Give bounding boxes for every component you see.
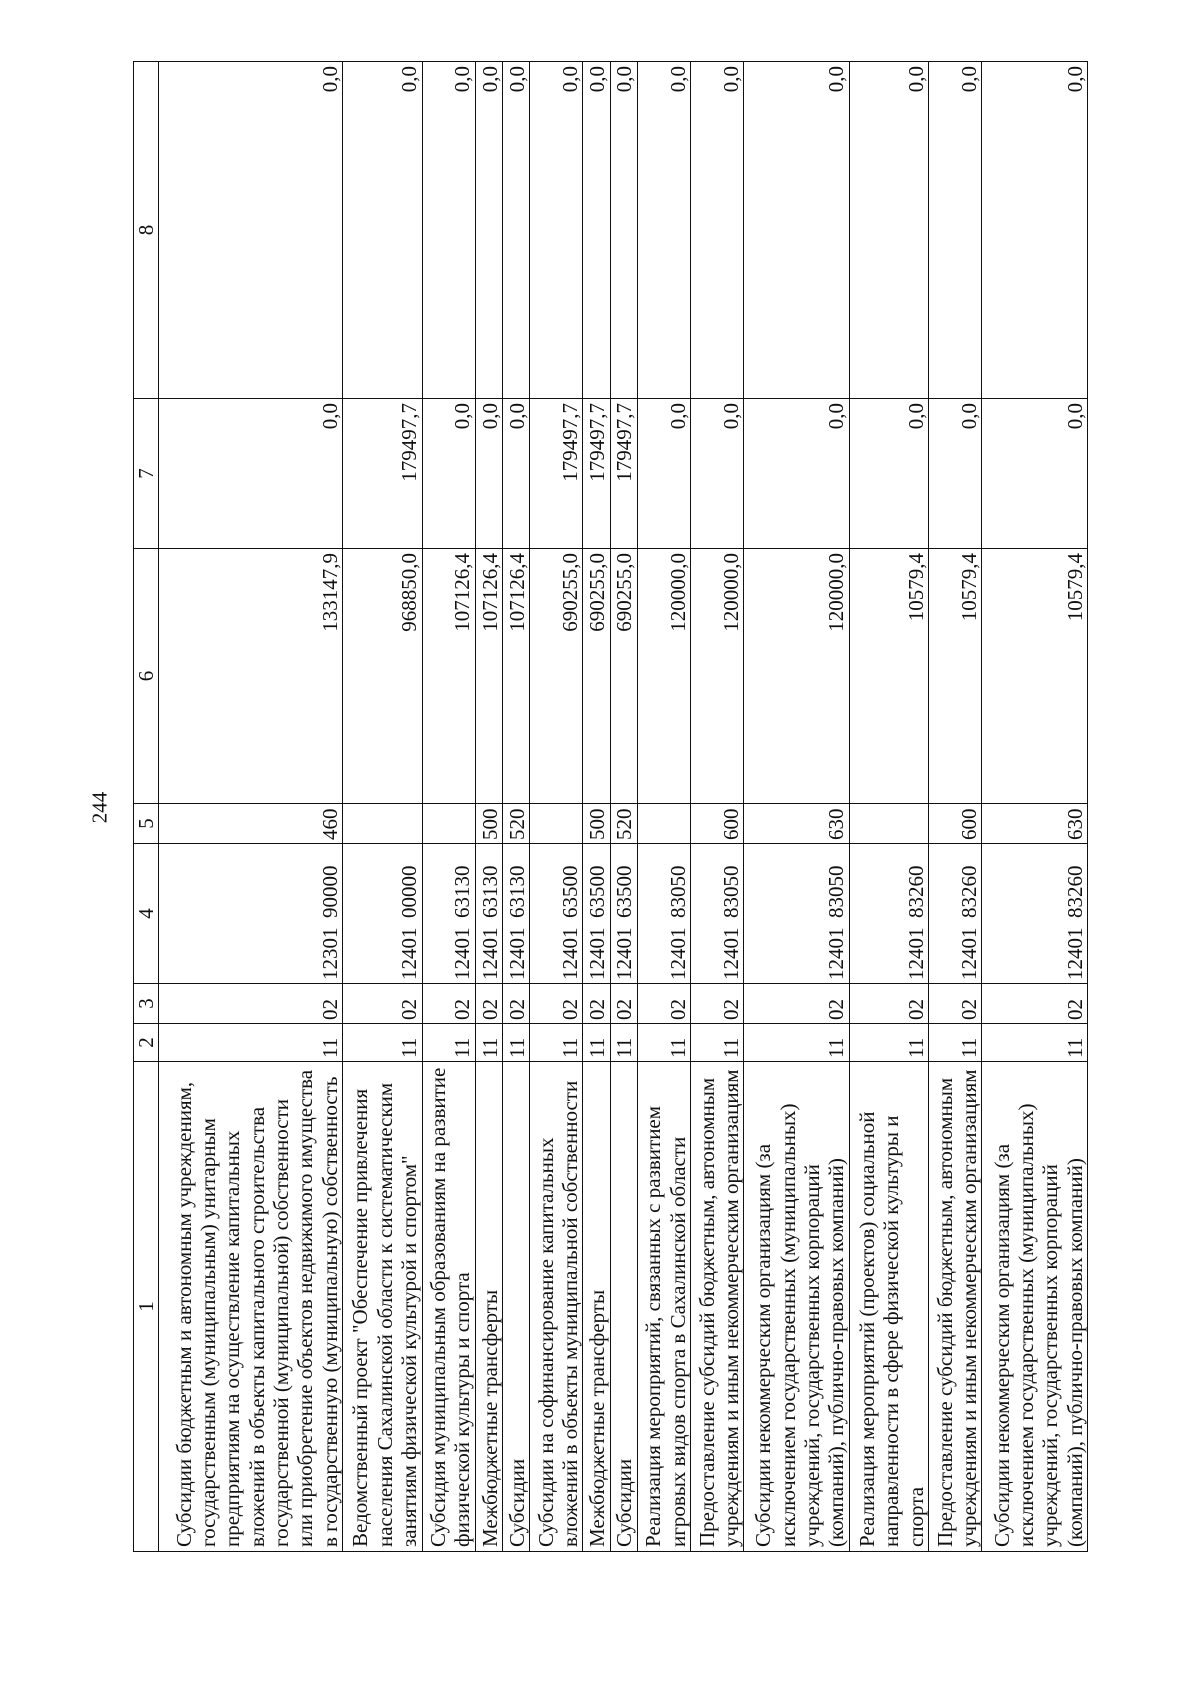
target-article-part-a: 12401 <box>558 927 583 980</box>
table-row <box>637 62 690 1552</box>
row-name: Субсидии некоммерческим организациям (за исключением государственных (муниципальных) учреждений, государственных корпораций (компаний), публично-правовых компаний) <box>744 1062 849 1552</box>
amount-col-8: 0,0 <box>929 62 982 399</box>
amount-col-6: 10579,4 <box>982 549 1088 804</box>
target-article-part-b: 63130 <box>450 865 475 918</box>
amount-col-8: 0,0 <box>849 62 928 399</box>
amount-col-8: 0,0 <box>422 62 475 399</box>
row-name: Субсидии <box>610 1062 637 1552</box>
target-article-part-a: 12401 <box>1062 927 1087 980</box>
target-article-part-a: 12301 <box>317 927 342 980</box>
subsection-code: 02 <box>744 984 849 1024</box>
amount-col-7: 0,0 <box>637 399 690 549</box>
amount-col-8: 0,0 <box>159 62 343 399</box>
amount-col-6: 107126,4 <box>502 549 529 804</box>
expense-type-code <box>422 804 475 844</box>
target-article-code <box>422 844 475 984</box>
amount-col-8: 0,0 <box>530 62 583 399</box>
subsection-code: 02 <box>502 984 529 1024</box>
col-header-7: 7 <box>134 399 159 549</box>
target-article-part-b: 83050 <box>718 865 743 918</box>
amount-col-6: 10579,4 <box>849 549 928 804</box>
section-code: 11 <box>475 1024 502 1062</box>
amount-col-6: 133147,9 <box>159 549 343 804</box>
target-article-code <box>929 844 982 984</box>
budget-table <box>133 61 1088 1552</box>
row-name: Межбюджетные трансферты <box>583 1062 610 1552</box>
expense-type-code: 630 <box>744 804 849 844</box>
table-body <box>159 62 1088 1552</box>
amount-col-7: 0,0 <box>691 399 744 549</box>
target-article-part-a: 12401 <box>477 927 502 980</box>
amount-col-6: 107126,4 <box>475 549 502 804</box>
target-article-code <box>982 844 1088 984</box>
target-article-part-b: 63500 <box>585 865 610 918</box>
target-article-code <box>475 844 502 984</box>
table-row <box>691 62 744 1552</box>
amount-col-8: 0,0 <box>982 62 1088 399</box>
amount-col-8: 0,0 <box>475 62 502 399</box>
row-name: Субсидии бюджетным и автономным учреждениям, государственным (муниципальным) унитарным предприятиям на осуществление капитальных вложений в объекты капитального строительства государственной (муниципальной) собственности или приобретение объектов недвижимого имущества в государственную (муниципальную) собственность <box>159 1062 343 1552</box>
col-header-2: 2 <box>134 1024 159 1062</box>
expense-type-code: 500 <box>475 804 502 844</box>
target-article-code <box>159 844 343 984</box>
subsection-code: 02 <box>475 984 502 1024</box>
target-article-part-a: 12401 <box>585 927 610 980</box>
target-article-part-a: 12401 <box>824 927 849 980</box>
amount-col-8: 0,0 <box>744 62 849 399</box>
section-code: 11 <box>691 1024 744 1062</box>
amount-col-8: 0,0 <box>583 62 610 399</box>
target-article-part-b: 83260 <box>903 865 928 918</box>
table-row <box>744 62 849 1552</box>
section-code: 11 <box>929 1024 982 1062</box>
amount-col-6: 690255,0 <box>610 549 637 804</box>
subsection-code: 02 <box>422 984 475 1024</box>
table-row <box>159 62 343 1552</box>
expense-type-code: 520 <box>502 804 529 844</box>
amount-col-7: 179497,7 <box>583 399 610 549</box>
expense-type-code: 630 <box>982 804 1088 844</box>
row-name: Реализация мероприятий (проектов) социальной направленности в сфере физической культуры и спорта <box>849 1062 928 1552</box>
amount-col-7: 179497,7 <box>530 399 583 549</box>
target-article-part-b: 63130 <box>477 865 502 918</box>
amount-col-7: 0,0 <box>744 399 849 549</box>
section-code: 11 <box>982 1024 1088 1062</box>
expense-type-code <box>530 804 583 844</box>
target-article-part-b: 83260 <box>1062 865 1087 918</box>
target-article-part-a: 12401 <box>450 927 475 980</box>
amount-col-6: 690255,0 <box>583 549 610 804</box>
subsection-code: 02 <box>530 984 583 1024</box>
section-code: 11 <box>744 1024 849 1062</box>
col-header-3: 3 <box>134 984 159 1024</box>
target-article-code <box>637 844 690 984</box>
amount-col-7: 0,0 <box>159 399 343 549</box>
target-article-code <box>502 844 529 984</box>
rotated-table-container <box>133 62 1088 1552</box>
row-name: Предоставление субсидий бюджетным, автономным учреждениям и иным некоммерческим организациям <box>929 1062 982 1552</box>
target-article-part-a: 12401 <box>397 927 422 980</box>
amount-col-8: 0,0 <box>691 62 744 399</box>
section-code: 11 <box>637 1024 690 1062</box>
amount-col-7: 0,0 <box>929 399 982 549</box>
amount-col-6: 120000,0 <box>637 549 690 804</box>
target-article-part-a: 12401 <box>665 927 690 980</box>
table-row <box>530 62 583 1552</box>
expense-type-code: 600 <box>929 804 982 844</box>
expense-type-code: 460 <box>159 804 343 844</box>
section-code: 11 <box>343 1024 422 1062</box>
section-code: 11 <box>159 1024 343 1062</box>
table-row <box>610 62 637 1552</box>
subsection-code: 02 <box>583 984 610 1024</box>
target-article-code <box>610 844 637 984</box>
expense-type-code <box>637 804 690 844</box>
col-header-1: 1 <box>134 1062 159 1552</box>
target-article-part-b: 00000 <box>397 865 422 918</box>
table-row <box>422 62 475 1552</box>
target-article-part-a: 12401 <box>612 927 637 980</box>
target-article-part-a: 12401 <box>718 927 743 980</box>
amount-col-6: 968850,0 <box>343 549 422 804</box>
amount-col-8: 0,0 <box>637 62 690 399</box>
section-code: 11 <box>530 1024 583 1062</box>
expense-type-code: 520 <box>610 804 637 844</box>
col-header-5: 5 <box>134 804 159 844</box>
subsection-code: 02 <box>637 984 690 1024</box>
expense-type-code: 500 <box>583 804 610 844</box>
section-code: 11 <box>422 1024 475 1062</box>
target-article-code <box>343 844 422 984</box>
target-article-code <box>744 844 849 984</box>
target-article-code <box>691 844 744 984</box>
row-name: Субсидии некоммерческим организациям (за исключением государственных (муниципальных) учреждений, государственных корпораций (компаний), публично-правовых компаний) <box>982 1062 1088 1552</box>
row-name: Межбюджетные трансферты <box>475 1062 502 1552</box>
target-article-part-b: 63500 <box>558 865 583 918</box>
amount-col-7: 179497,7 <box>343 399 422 549</box>
target-article-code <box>849 844 928 984</box>
target-article-part-a: 12401 <box>504 927 529 980</box>
col-header-8: 8 <box>134 62 159 399</box>
amount-col-8: 0,0 <box>343 62 422 399</box>
amount-col-7: 0,0 <box>982 399 1088 549</box>
amount-col-6: 10579,4 <box>929 549 982 804</box>
target-article-code <box>530 844 583 984</box>
target-article-part-a: 12401 <box>903 927 928 980</box>
row-name: Субсидии на софинансирование капитальных вложений в объекты муниципальной собственности <box>530 1062 583 1552</box>
subsection-code: 02 <box>610 984 637 1024</box>
target-article-code <box>583 844 610 984</box>
subsection-code: 02 <box>159 984 343 1024</box>
table-row <box>343 62 422 1552</box>
amount-col-8: 0,0 <box>502 62 529 399</box>
expense-type-code: 600 <box>691 804 744 844</box>
target-article-part-b: 63500 <box>612 865 637 918</box>
row-name: Реализация мероприятий, связанных с развитием игровых видов спорта в Сахалинской области <box>637 1062 690 1552</box>
table-row <box>583 62 610 1552</box>
subsection-code: 02 <box>929 984 982 1024</box>
col-header-4: 4 <box>134 844 159 984</box>
amount-col-6: 120000,0 <box>691 549 744 804</box>
target-article-part-b: 83050 <box>824 865 849 918</box>
subsection-code: 02 <box>343 984 422 1024</box>
target-article-part-a: 12401 <box>957 927 982 980</box>
amount-col-6: 690255,0 <box>530 549 583 804</box>
col-header-6: 6 <box>134 549 159 804</box>
header-row <box>134 62 159 1552</box>
table-row <box>502 62 529 1552</box>
table-row <box>849 62 928 1552</box>
amount-col-7: 0,0 <box>502 399 529 549</box>
table-row <box>929 62 982 1552</box>
expense-type-code <box>343 804 422 844</box>
amount-col-6: 120000,0 <box>744 549 849 804</box>
amount-col-7: 0,0 <box>422 399 475 549</box>
page-number: 244 <box>87 791 112 824</box>
subsection-code: 02 <box>691 984 744 1024</box>
subsection-code: 02 <box>849 984 928 1024</box>
subsection-code: 02 <box>982 984 1088 1024</box>
table-row <box>982 62 1088 1552</box>
section-code: 11 <box>583 1024 610 1062</box>
section-code: 11 <box>610 1024 637 1062</box>
expense-type-code <box>849 804 928 844</box>
amount-col-7: 0,0 <box>849 399 928 549</box>
section-code: 11 <box>502 1024 529 1062</box>
amount-col-6: 107126,4 <box>422 549 475 804</box>
amount-col-8: 0,0 <box>610 62 637 399</box>
amount-col-7: 179497,7 <box>610 399 637 549</box>
table-row <box>475 62 502 1552</box>
target-article-part-b: 90000 <box>317 865 342 918</box>
section-code: 11 <box>849 1024 928 1062</box>
row-name: Предоставление субсидий бюджетным, автономным учреждениям и иным некоммерческим организациям <box>691 1062 744 1552</box>
target-article-part-b: 63130 <box>504 865 529 918</box>
target-article-part-b: 83260 <box>957 865 982 918</box>
row-name: Субсидии <box>502 1062 529 1552</box>
target-article-part-b: 83050 <box>665 865 690 918</box>
row-name: Ведомственный проект "Обеспечение привлечения населения Сахалинской области к систематическим занятиям физической культурой и спортом" <box>343 1062 422 1552</box>
amount-col-7: 0,0 <box>475 399 502 549</box>
row-name: Субсидия муниципальным образованиям на развитие физической культуры и спорта <box>422 1062 475 1552</box>
